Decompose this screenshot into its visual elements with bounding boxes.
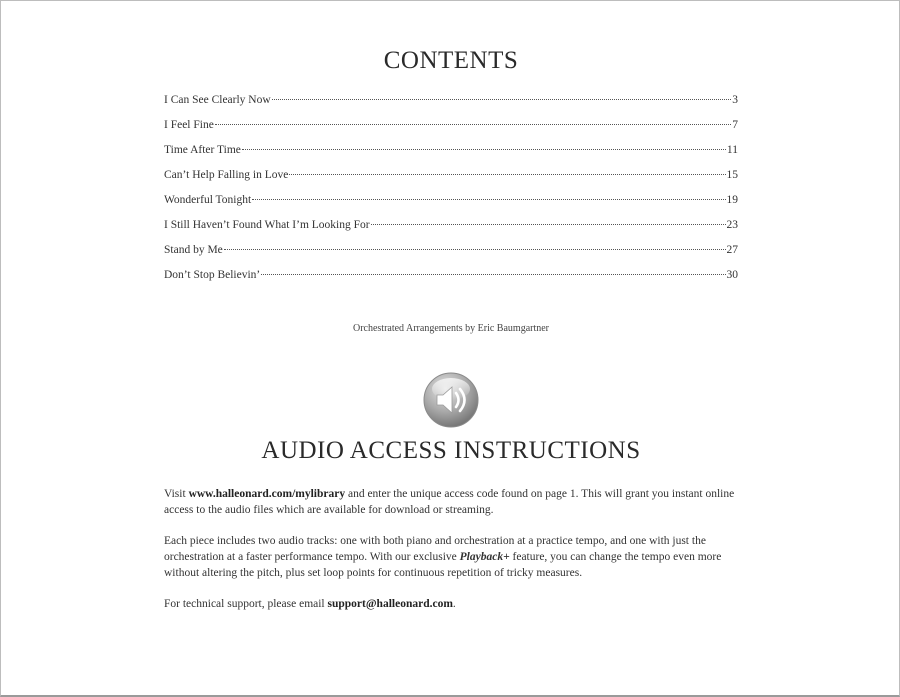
toc-item-title: Can’t Help Falling in Love	[164, 169, 289, 181]
toc-item-page: 15	[726, 169, 738, 181]
toc-item[interactable]	[164, 239, 738, 264]
table-of-contents	[164, 89, 738, 289]
toc-item-title: Stand by Me	[164, 244, 223, 256]
toc-leader-dots	[261, 274, 725, 275]
toc-item-title: I Can See Clearly Now	[164, 94, 271, 106]
instructions-paragraph-tracks	[164, 533, 744, 581]
text: Visit	[164, 488, 189, 500]
toc-item-title: I Still Haven’t Found What I’m Looking For	[164, 219, 370, 231]
text: and enter the unique access code found on page 1. This will grant you instant online access to the audio files which are available for download or streaming.	[164, 488, 735, 516]
text: For technical support, please email	[164, 598, 328, 610]
toc-item[interactable]	[164, 114, 738, 139]
audio-heading: AUDIO ACCESS INSTRUCTIONS	[261, 437, 641, 464]
toc-leader-dots	[242, 149, 726, 150]
toc-item-page: 30	[726, 269, 738, 281]
toc-item-page: 19	[726, 194, 738, 206]
toc-item-title: Don’t Stop Believin’	[164, 269, 261, 281]
text: feature, you can change the tempo even more without altering the pitch, plus set loop points for continuous repetition of tricky measures.	[164, 551, 722, 579]
toc-item[interactable]	[164, 264, 738, 289]
text: Each piece includes two audio tracks: one with both piano and orchestration at a practice tempo, and one with just the orchestration at a faster performance tempo. With our exclusive	[164, 535, 706, 563]
toc-item[interactable]	[164, 139, 738, 164]
toc-item-page: 23	[726, 219, 738, 231]
speaker-icon	[423, 372, 479, 428]
toc-item[interactable]	[164, 189, 738, 214]
toc-leader-dots	[252, 199, 725, 200]
toc-item-title: Time After Time	[164, 144, 241, 156]
mylibrary-link[interactable]: www.halleonard.com/mylibrary	[188, 488, 346, 500]
toc-leader-dots	[224, 249, 726, 250]
instructions-paragraph-support	[164, 596, 744, 612]
toc-leader-dots	[272, 99, 732, 100]
toc-leader-dots	[215, 124, 731, 125]
toc-leader-dots	[371, 224, 726, 225]
support-email-link[interactable]: support@halleonard.com	[327, 598, 453, 610]
toc-leader-dots	[289, 174, 725, 175]
toc-item[interactable]	[164, 89, 738, 114]
toc-item-page: 3	[732, 94, 738, 106]
contents-heading: CONTENTS	[383, 47, 519, 74]
text: .	[452, 598, 456, 610]
toc-item[interactable]	[164, 164, 738, 189]
toc-item-page: 7	[732, 119, 738, 131]
toc-item[interactable]	[164, 214, 738, 239]
playback-feature-name: Playback+	[459, 551, 510, 563]
toc-item-page: 11	[726, 144, 738, 156]
toc-item-title: Wonderful Tonight	[164, 194, 252, 206]
toc-item-page: 27	[726, 244, 738, 256]
instructions-paragraph-visit	[164, 486, 744, 518]
audio-instructions	[164, 486, 744, 627]
toc-item-title: I Feel Fine	[164, 119, 214, 131]
arranger-credit: Orchestrated Arrangements by Eric Baumgartner	[352, 323, 550, 334]
